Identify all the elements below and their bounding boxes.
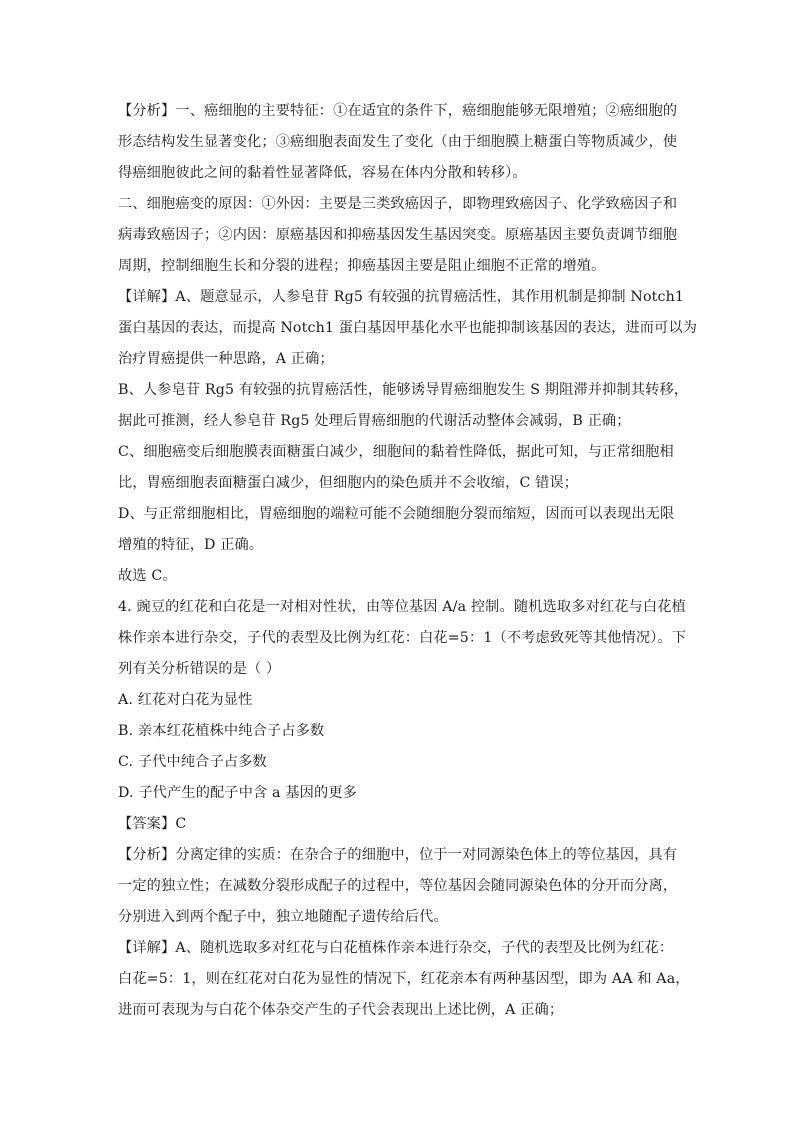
option-c: C. 子代中纯合子占多数 bbox=[118, 754, 267, 770]
question-stem-line-2: 株作亲本进行杂交，子代的表型及比例为红花：白花=5：1（不考虑致死等其他情况）。下 bbox=[118, 630, 687, 646]
analysis-line-1: 【分析】分离定律的实质：在杂合子的细胞中，位于一对同源染色体上的等位基因，具有 bbox=[118, 847, 678, 863]
option-a: A. 红花对白花为显性 bbox=[118, 692, 253, 708]
text-line-7: 【详解】A、题意显示，人参皂苷 Rg5 有较强的抗胃癌活性，其作用机制是抑制 Notch1 bbox=[118, 289, 685, 305]
text-line-8: 蛋白基因的表达，而提高 Notch1 蛋白基因甲基化水平也能抑制该基因的表达，进而可以为 bbox=[118, 320, 698, 336]
text-line-9: 治疗胃癌提供一种思路，A 正确； bbox=[118, 351, 334, 367]
text-line-12: C、细胞癌变后细胞膜表面糖蛋白减少，细胞间的黏着性降低，据此可知，与正常细胞相 bbox=[118, 444, 674, 460]
text-line-10: B、人参皂苷 Rg5 有较强的抗胃癌活性，能够诱导胃癌细胞发生 S 期阻滞并抑制其转移， bbox=[118, 382, 689, 398]
explanation-line-1: 【详解】A、随机选取多对红花与白花植株作亲本进行杂交，子代的表型及比例为红花： bbox=[118, 940, 674, 956]
question-stem-line-1: 4. 豌豆的红花和白花是一对相对性状，由等位基因 A/a 控制。随机选取多对红花与白花植 bbox=[118, 599, 686, 615]
text-line-4: 二、细胞癌变的原因：①外因：主要是三类致癌因子，即物理致癌因子、化学致癌因子和 bbox=[118, 196, 678, 212]
question-stem-line-3: 列有关分析错误的是（ ） bbox=[118, 661, 281, 677]
text-line-2: 形态结构发生显著变化；③癌细胞表面发生了变化（由于细胞膜上糖蛋白等物质减少，使 bbox=[118, 134, 678, 150]
document-page bbox=[118, 96, 698, 1026]
option-d: D. 子代产生的配子中含 a 基因的更多 bbox=[118, 785, 357, 801]
analysis-line-2: 一定的独立性；在减数分裂形成配子的过程中，等位基因会随同源染色体的分开而分离， bbox=[118, 878, 678, 894]
analysis-line-3: 分别进入到两个配子中，独立地随配子遗传给后代。 bbox=[118, 909, 448, 925]
option-b: B. 亲本红花植株中纯合子占多数 bbox=[118, 723, 325, 739]
text-line-5: 病毒致癌因子；②内因：原癌基因和抑癌基因发生基因突变。原癌基因主要负责调节细胞 bbox=[118, 227, 678, 243]
text-line-11: 据此可推测，经人参皂苷 Rg5 处理后胃癌细胞的代谢活动整体会减弱，B 正确； bbox=[118, 413, 631, 429]
text-line-15: 增殖的特征，D 正确。 bbox=[118, 537, 264, 553]
text-line-6: 周期，控制细胞生长和分裂的进程；抑癌基因主要是阻止细胞不正常的增殖。 bbox=[118, 258, 606, 274]
text-line-3: 得癌细胞彼此之间的黏着性显著降低，容易在体内分散和转移）。 bbox=[118, 165, 527, 181]
explanation-line-3: 进而可表现为与白花个体杂交产生的子代会表现出上述比例，A 正确； bbox=[118, 1002, 564, 1018]
text-line-1: 【分析】一、癌细胞的主要特征：①在适宜的条件下，癌细胞能够无限增殖；②癌细胞的 bbox=[118, 103, 678, 119]
text-line-16: 故选 C。 bbox=[118, 568, 177, 584]
answer-line: 【答案】C bbox=[118, 816, 187, 832]
explanation-line-2: 白花=5：1，则在红花对白花为显性的情况下，红花亲本有两种基因型，即为 AA 和 Aa， bbox=[118, 971, 690, 987]
text-line-14: D、与正常细胞相比，胃癌细胞的端粒可能不会随细胞分裂而缩短，因而可以表现出无限 bbox=[118, 506, 675, 522]
text-line-13: 比，胃癌细胞表面糖蛋白减少，但细胞内的染色质并不会收缩，C 错误； bbox=[118, 475, 579, 491]
